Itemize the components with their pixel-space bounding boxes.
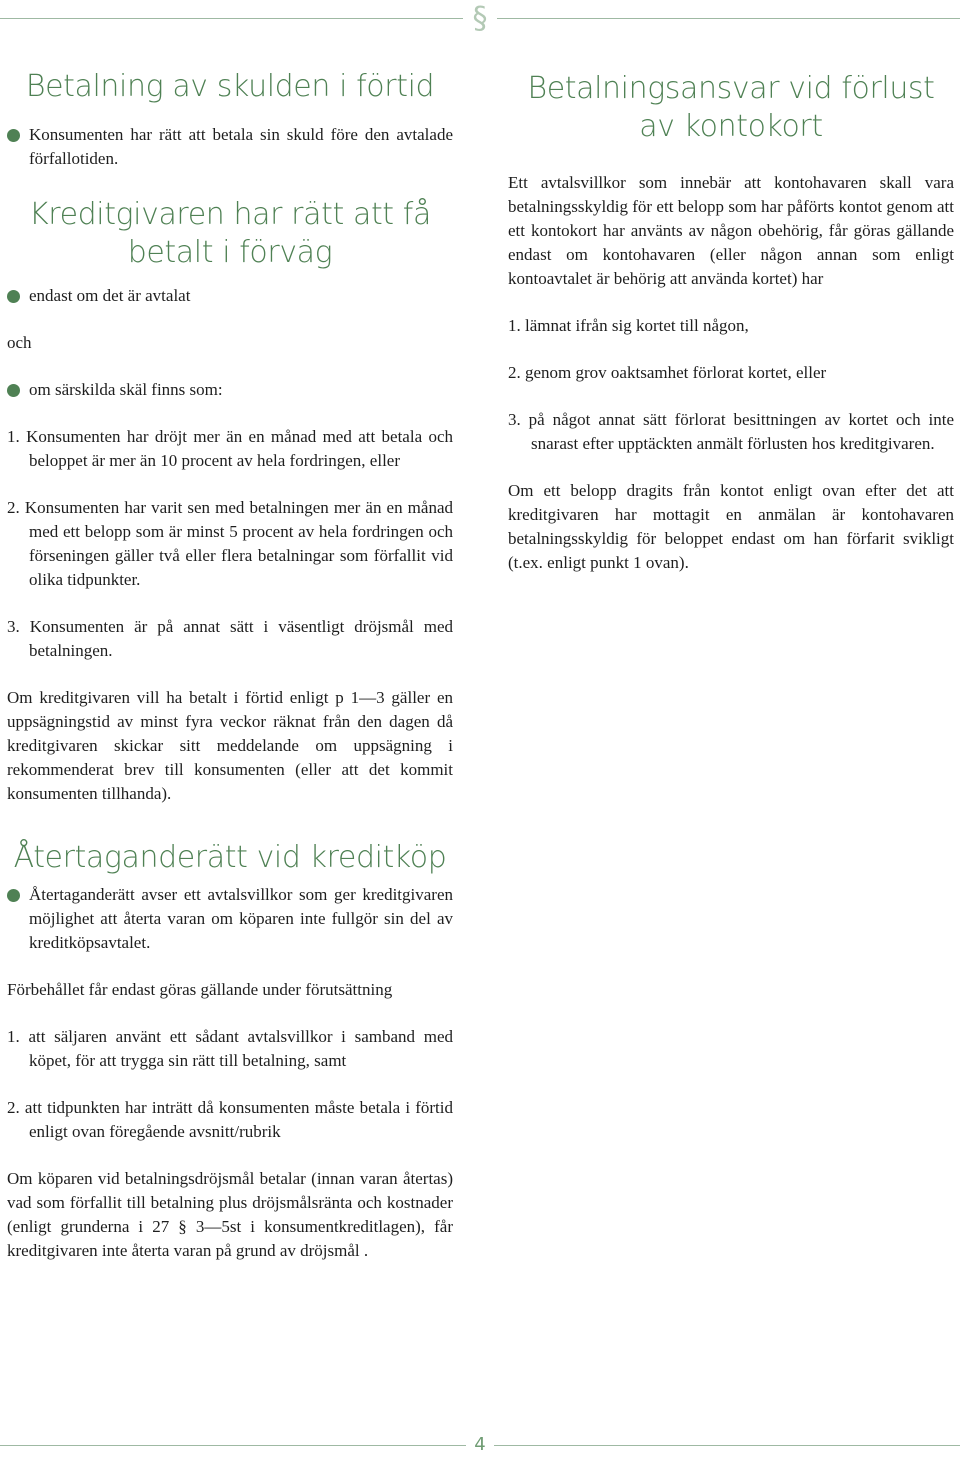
heading-line: Kreditgivaren har rätt att få — [29, 197, 431, 232]
numbered-item-3: 3. Konsumenten är på annat sätt i väsentligt dröjsmål med betalningen. — [7, 617, 453, 660]
bullet-item — [7, 378, 453, 402]
paragraph-forbehallet: Förbehållet får endast göras gällande under förutsättning — [7, 980, 393, 999]
bullet-dot-icon — [7, 889, 20, 902]
bullet-item — [7, 123, 453, 171]
heading-line: betalt i förväg — [127, 235, 333, 270]
paragraph-avtalsvillkor: Ett avtalsvillkor som innebär att kontohavaren skall vara betalningsskyldig för ett belopp som har påförts kontot genom att ett kontokort har använts av någon obehörig, får göras gällande endast om kontohavaren (eller någon annan som enligt kontoavtalet är behörig att använda kortet) har — [508, 173, 954, 288]
heading-betalningsansvar — [508, 70, 954, 146]
heading-line: av kontokort — [639, 109, 823, 144]
left-column — [7, 0, 453, 1263]
bullet-item — [7, 883, 453, 955]
bullet-item — [7, 284, 453, 308]
heading-betalning-forttid: Betalning av skulden i förtid — [25, 69, 435, 104]
heading-atertaganderatt: Återtaganderätt vid kreditköp — [13, 840, 447, 875]
bullet-dot-icon — [7, 129, 20, 142]
list-item-3: 3. på något annat sätt förlorat besittningen av kortet och inte snarast efter upptäckten anmält förlusten hos kreditgivaren. — [508, 410, 954, 453]
bullet-text: Återtaganderätt avser ett avtalsvillkor som ger kreditgivaren möjlighet att återta varan om köparen inte fullgör sin del av kreditköpsavtalet. — [29, 885, 453, 952]
numbered-item-1: 1. Konsumenten har dröjt mer än en månad med att betala och beloppet är mer än 10 procent av hela fordringen, eller — [7, 427, 453, 470]
list-item-2: 2. genom grov oaktsamhet förlorat kortet, eller — [508, 363, 827, 382]
section-symbol: § — [472, 1, 488, 36]
footer-rule-left — [0, 1445, 466, 1446]
heading-line: Betalningsansvar vid förlust — [527, 71, 935, 106]
paragraph-belopp: Om ett belopp dragits från kontot enligt ovan efter det att kreditgivaren har mottagit en anmälan är kontohavaren betalningsskyldig för beloppet endast om han förfarit svikligt (t.ex. enligt punkt 1 ovan). — [508, 481, 954, 572]
footer-rule-right — [494, 1445, 960, 1446]
heading-kreditgivaren — [7, 196, 453, 272]
numbered-item-2: 2. Konsumenten har varit sen med betalningen mer än en månad med ett belopp som är minst 5 procent av hela fordringen och förseningen gäller två eller flera betalningar som förfallit vid olika tidpunkter. — [7, 498, 453, 589]
bullet-dot-icon — [7, 290, 20, 303]
right-column — [508, 0, 954, 575]
paragraph-dröjsmal: Om köparen vid betalningsdröjsmål betalar (innan varan återtas) vad som förfallit till betalning plus dröjsmålsränta och kostnader (enligt grunderna i 27 § 3—5st i konsumentkreditlagen), får kreditgivaren inte återta varan på grund av dröjsmål . — [7, 1169, 453, 1260]
bullet-text: om särskilda skäl finns som: — [29, 380, 223, 399]
bullet-text: endast om det är avtalat — [29, 286, 191, 305]
bullet-text: Konsumenten har rätt att betala sin skuld före den avtalade förfallotiden. — [29, 125, 453, 168]
condition-item-2: 2. att tidpunkten har inträtt då konsumenten måste betala i förtid enligt ovan föregående avsnitt/rubrik — [7, 1098, 453, 1141]
och-text: och — [7, 333, 32, 352]
bullet-dot-icon — [7, 384, 20, 397]
page-number: 4 — [474, 1434, 486, 1455]
paragraph-uppsagning: Om kreditgivaren vill ha betalt i förtid enligt p 1—3 gäller en uppsägningstid av minst fyra veckor räknat från den dagen då kreditgivaren skickar sitt meddelande om uppsägning i rekommenderat brev till konsumenten (eller att det kommit konsumenten tillhanda). — [7, 688, 453, 803]
list-item-1: 1. lämnat ifrån sig kortet till någon, — [508, 316, 749, 335]
condition-item-1: 1. att säljaren använt ett sådant avtalsvillkor i samband med köpet, för att trygga sin rätt till betalning, samt — [7, 1027, 453, 1070]
